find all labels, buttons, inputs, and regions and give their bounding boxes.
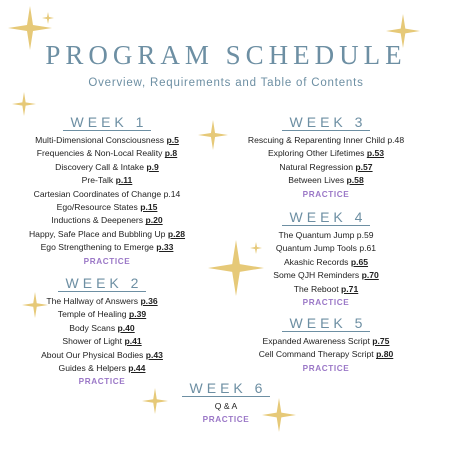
list-item: Between Lives p.58: [288, 175, 364, 186]
week-heading: WEEK 2: [58, 276, 147, 292]
list-item: Ego Strengthening to Emerge p.33: [40, 242, 174, 253]
week-2-section: [2, 275, 202, 388]
list-item: Guides & Helpers p.44: [58, 363, 146, 374]
list-item: Pre-Talk p.11: [81, 175, 133, 186]
list-item: Akashic Records p.65: [283, 256, 369, 267]
sparkle-icon: [42, 12, 54, 24]
list-item: Natural Regression p.57: [279, 161, 373, 172]
list-item: Rescuing & Reparenting Inner Child p.48: [247, 135, 405, 145]
list-item: About Our Physical Bodies p.43: [41, 349, 163, 360]
practice-label: PRACTICE: [202, 415, 250, 425]
list-item: Discovery Call & Intake p.9: [55, 161, 159, 172]
list-item: Inductions & Deepeners p.20: [51, 215, 163, 226]
list-item: Cartesian Coordinates of Change p.14: [33, 188, 181, 199]
list-item: Ego/Resource States p.15: [56, 202, 158, 213]
list-item: Expanded Awareness Script p.75: [262, 336, 390, 346]
list-item: Frequencies & Non-Local Reality p.8: [36, 148, 178, 159]
week-4-section: [222, 209, 430, 309]
week-heading: WEEK 4: [282, 210, 371, 226]
list-item: Some QJH Reminders p.70: [273, 270, 379, 281]
week-5-section: [222, 315, 430, 375]
list-item: Body Scans p.40: [69, 322, 135, 333]
page-title: PROGRAM SCHEDULE: [45, 40, 407, 70]
week-heading: WEEK 3: [282, 115, 371, 131]
list-item: Multi-Dimensional Consciousness p.5: [35, 135, 179, 145]
list-item: Shower of Light p.41: [62, 336, 142, 347]
list-item: Happy, Safe Place and Bubbling Up p.28: [28, 228, 186, 239]
list-item: Quantum Jump Tools p.61: [275, 243, 377, 254]
week-3-section: [222, 114, 430, 201]
week-heading: WEEK 1: [63, 115, 152, 131]
page-subtitle: Overview, Requirements and Table of Contents: [88, 77, 364, 89]
practice-label: PRACTICE: [302, 363, 350, 373]
list-item: Exploring Other Lifetimes p.53: [267, 148, 385, 159]
list-item: The Quantum Jump p.59: [278, 230, 374, 240]
list-item: Temple of Healing p.39: [57, 309, 147, 320]
list-item: Cell Command Therapy Script p.80: [258, 349, 394, 360]
list-item: Q & A: [214, 401, 238, 411]
practice-label: PRACTICE: [83, 256, 131, 266]
sparkle-icon: [12, 92, 36, 116]
practice-label: PRACTICE: [78, 377, 126, 387]
week-heading: WEEK 5: [282, 316, 371, 332]
practice-label: PRACTICE: [302, 298, 350, 308]
list-item: The Hallway of Answers p.36: [46, 296, 158, 306]
list-item: The Reboot p.71: [293, 283, 359, 294]
practice-label: PRACTICE: [302, 189, 350, 199]
week-6-section: [146, 380, 306, 426]
week-1-section: [2, 114, 212, 268]
week-heading: WEEK 6: [182, 381, 271, 397]
